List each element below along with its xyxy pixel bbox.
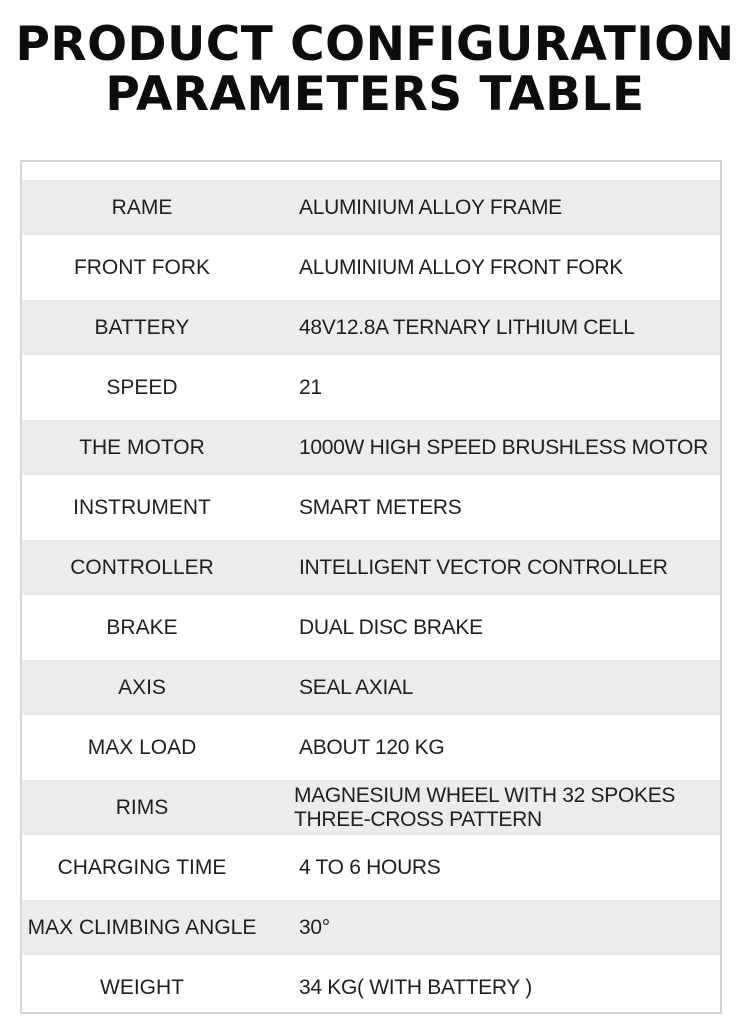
table-row-max-load	[22, 720, 720, 775]
table-row-controller	[22, 540, 720, 595]
table-row-brake	[22, 600, 720, 655]
table-row-battery	[22, 300, 720, 355]
row-value: 21	[299, 375, 322, 399]
table-row-speed	[22, 360, 720, 415]
row-label: BRAKE	[106, 615, 178, 639]
row-value-line-1: MAGNESIUM WHEEL WITH 32 SPOKES	[294, 783, 676, 807]
row-label: MAX LOAD	[87, 735, 197, 759]
row-value: 48V12.8A TERNARY LITHIUM CELL	[299, 315, 635, 339]
row-value: ALUMINIUM ALLOY FRAME	[299, 195, 562, 219]
table-row-charging-time	[22, 840, 720, 895]
parameters-table	[20, 160, 722, 1014]
row-label: AXIS	[118, 675, 166, 699]
row-value: DUAL DISC BRAKE	[299, 615, 483, 639]
row-value: ABOUT 120 KG	[299, 735, 445, 759]
row-label: SPEED	[106, 375, 178, 399]
row-label: FRONT FORK	[73, 255, 211, 279]
row-value: ALUMINIUM ALLOY FRONT FORK	[299, 255, 623, 279]
row-value-line-2: THREE-CROSS PATTERN	[294, 807, 542, 831]
table-row-front-fork	[22, 240, 720, 295]
table-row-rims	[22, 780, 720, 835]
table-row-weight	[22, 960, 720, 1015]
row-value: SEAL AXIAL	[299, 675, 414, 699]
table-row-max-climbing-angle	[22, 900, 720, 955]
row-value: 4 TO 6 HOURS	[299, 855, 441, 879]
page-title-line-1: PRODUCT CONFIGURATION	[15, 17, 735, 72]
row-label: THE MOTOR	[79, 435, 205, 459]
row-label: CHARGING TIME	[57, 855, 227, 879]
table-row-motor	[22, 420, 720, 475]
page-title-line-2: PARAMETERS TABLE	[105, 67, 645, 122]
row-value: SMART METERS	[299, 495, 462, 519]
page-title	[0, 17, 750, 122]
row-value: 1000W HIGH SPEED BRUSHLESS MOTOR	[299, 435, 708, 459]
row-value: 30°	[299, 915, 330, 939]
row-label: INSTRUMENT	[73, 495, 211, 519]
row-label: WEIGHT	[100, 975, 184, 999]
row-value: INTELLIGENT VECTOR CONTROLLER	[299, 555, 668, 579]
row-label: RIMS	[115, 795, 169, 819]
row-value: 34 KG( WITH BATTERY )	[299, 975, 532, 999]
row-label: CONTROLLER	[70, 555, 214, 579]
row-label: MAX CLIMBING ANGLE	[27, 915, 257, 939]
row-label: BATTERY	[94, 315, 190, 339]
table-row-axis	[22, 660, 720, 715]
table-row-rame	[22, 180, 720, 235]
row-value	[294, 784, 675, 832]
table-row-instrument	[22, 480, 720, 535]
row-label: RAME	[111, 195, 173, 219]
